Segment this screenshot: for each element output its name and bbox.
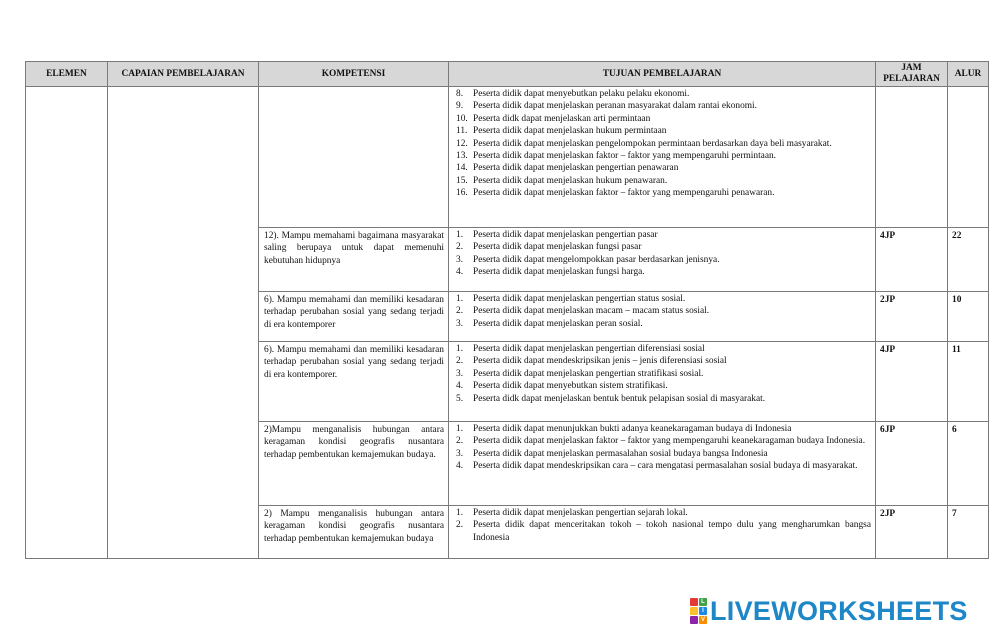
header-jam: JAM PELAJARAN (876, 62, 948, 87)
jam-pelajaran-cell: 6JP (876, 422, 948, 506)
liveworksheets-logo (690, 596, 968, 626)
list-item (453, 100, 871, 112)
kompetensi-cell (259, 87, 449, 228)
list-item-number: 2. (456, 306, 464, 317)
list-item-number: 10. (456, 113, 468, 124)
list-item-number: 3. (456, 318, 464, 329)
list-item-number: 2. (456, 356, 464, 367)
list-item (453, 150, 871, 162)
list-item-number: 2. (456, 242, 464, 253)
kompetensi-cell: 2) Mampu menganalisis hubungan antara keragaman kondisi geografis nusantara terhadap pembentukan kemajemukan budaya (259, 506, 449, 559)
list-item (453, 125, 871, 137)
list-item (453, 448, 871, 460)
header-capaian: CAPAIAN PEMBELAJARAN (108, 62, 259, 87)
tujuan-list (453, 229, 871, 279)
list-item-text: Peserta didik dapat menjelaskan pengertian diferensiasi sosial (473, 344, 705, 354)
list-item-text: Peserta didik dapat menjelaskan pengertian sejarah lokal. (473, 508, 688, 518)
alur-cell: 22 (948, 228, 989, 292)
list-item-text: Peserta didk dapat menjelaskan bentuk bentuk pelapisan sosial di masyarakat. (473, 393, 766, 404)
list-item (453, 229, 871, 241)
list-item (453, 254, 871, 266)
list-item-text: Peserta didk dapat menjelaskan arti permintaan (473, 113, 651, 124)
list-item-number: 2. (456, 520, 464, 531)
list-item-text: Peserta didik dapat menjelaskan pengertian penawaran (473, 163, 679, 174)
kompetensi-cell: 6). Mampu memahami dan memiliki kesadaran terhadap perubahan sosial yang sedang terjadi di era kontemporer (259, 292, 449, 342)
header-elemen: ELEMEN (26, 62, 108, 87)
kompetensi-cell: 2)Mampu menganalisis hubungan antara keragaman kondisi geografis nusantara terhadap pembentukan kemajemukan budaya. (259, 422, 449, 506)
list-item-text: Peserta didik dapat menjelaskan pengertian pasar (473, 230, 658, 240)
table-body (26, 87, 989, 559)
list-item (453, 460, 871, 472)
list-item (453, 175, 871, 187)
list-item-text: Peserta didik dapat menjelaskan macam – macam status sosial. (473, 306, 710, 317)
list-item (453, 355, 871, 367)
list-item (453, 368, 871, 380)
logo-square: L (699, 598, 707, 606)
capaian-cell (108, 87, 259, 559)
jam-pelajaran-cell (876, 87, 948, 228)
list-item-number: 1. (456, 344, 464, 354)
alur-cell (948, 87, 989, 228)
list-item (453, 435, 871, 447)
list-item-text: Peserta didik dapat menjelaskan faktor – faktor yang mempengaruhi keanekaragaman budaya Indonesia. (473, 436, 866, 447)
list-item-number: 4. (456, 461, 464, 472)
tujuan-cell (449, 342, 876, 422)
list-item (453, 380, 871, 392)
list-item (453, 293, 871, 305)
jam-pelajaran-cell: 4JP (876, 228, 948, 292)
list-item-text: Peserta didik dapat menyebutkan sistem stratifikasi. (473, 381, 668, 392)
list-item-number: 11. (456, 126, 468, 137)
list-item (453, 187, 871, 199)
list-item-number: 4. (456, 381, 464, 392)
kompetensi-cell: 6). Mampu memahami dan memiliki kesadaran terhadap perubahan sosial yang sedang terjadi di era kontemporer. (259, 342, 449, 422)
tujuan-cell (449, 506, 876, 559)
list-item-text: Peserta didik dapat menceritakan tokoh – tokoh nasional tempo dulu yang mengharumkan bangsa Indonesia (473, 520, 871, 543)
tujuan-list (453, 88, 871, 200)
list-item-text: Peserta didik dapat mendeskripsikan cara – cara mengatasi permasalahan sosial budaya di masyarakat. (473, 461, 858, 472)
list-item-number: 14. (456, 163, 468, 174)
tujuan-cell (449, 87, 876, 228)
elemen-cell (26, 87, 108, 559)
logo-square: I (699, 607, 707, 615)
tujuan-list (453, 293, 871, 330)
list-item-text: Peserta didik dapat menyebutkan pelaku pelaku ekonomi. (473, 89, 690, 99)
list-item-number: 15. (456, 175, 468, 186)
alur-cell: 7 (948, 506, 989, 559)
list-item (453, 507, 871, 519)
logo-mark-icon (690, 598, 707, 624)
list-item (453, 318, 871, 330)
alur-cell: 11 (948, 342, 989, 422)
list-item-text: Peserta didik dapat menjelaskan peran sosial. (473, 318, 643, 329)
logo-square (690, 607, 698, 615)
header-row (26, 62, 989, 87)
list-item (453, 241, 871, 253)
table-row (26, 87, 989, 228)
list-item-text: Peserta didik dapat menjelaskan pengertian status sosial. (473, 294, 686, 304)
list-item-text: Peserta didik dapat menjelaskan fungsi pasar (473, 242, 642, 253)
list-item (453, 162, 871, 174)
list-item-text: Peserta didik dapat menjelaskan faktor – faktor yang mempengaruhi penawaran. (473, 188, 775, 199)
tujuan-cell (449, 228, 876, 292)
list-item-number: 1. (456, 230, 464, 240)
list-item (453, 423, 871, 435)
list-item-number: 1. (456, 508, 464, 518)
alur-cell: 6 (948, 422, 989, 506)
header-alur: ALUR (948, 62, 989, 87)
header-kompetensi: KOMPETENSI (259, 62, 449, 87)
list-item-number: 2. (456, 436, 464, 447)
list-item (453, 138, 871, 150)
list-item (453, 343, 871, 355)
list-item-number: 3. (456, 368, 464, 379)
list-item-number: 9. (456, 101, 464, 112)
jam-pelajaran-cell: 2JP (876, 292, 948, 342)
list-item-number: 4. (456, 267, 464, 278)
alur-cell: 10 (948, 292, 989, 342)
list-item-text: Peserta didik dapat menjelaskan fungsi harga. (473, 267, 645, 278)
jam-pelajaran-cell: 2JP (876, 506, 948, 559)
list-item (453, 305, 871, 317)
kompetensi-cell: 12). Mampu memahami bagaimana masyarakat saling berupaya untuk dapat memenuhi kebutuhan hidupnya (259, 228, 449, 292)
list-item-number: 1. (456, 424, 464, 434)
list-item-text: Peserta didik dapat menjelaskan hukum penawaran. (473, 175, 668, 186)
logo-square (690, 598, 698, 606)
jam-pelajaran-cell: 4JP (876, 342, 948, 422)
logo-text: LIVEWORKSHEETS (710, 595, 968, 626)
tujuan-cell (449, 292, 876, 342)
tujuan-list (453, 423, 871, 473)
list-item-number: 3. (456, 254, 464, 265)
list-item-number: 13. (456, 151, 468, 162)
logo-square: V (700, 617, 705, 623)
tujuan-list (453, 507, 871, 544)
list-item (453, 519, 871, 544)
list-item-number: 16. (456, 188, 468, 199)
logo-square (690, 616, 698, 624)
list-item (453, 266, 871, 278)
header-tujuan: TUJUAN PEMBELAJARAN (449, 62, 876, 87)
list-item-text: Peserta didik dapat menjelaskan pengertian stratifikasi sosial. (473, 368, 704, 379)
list-item-number: 1. (456, 294, 464, 304)
learning-objectives-table (25, 61, 989, 559)
list-item-text: Peserta didik dapat menjelaskan pengelompokan permintaan berdasarkan daya beli masyarakat. (473, 138, 832, 149)
list-item-number: 3. (456, 448, 464, 459)
list-item-number: 12. (456, 138, 468, 149)
list-item-number: 8. (456, 89, 464, 99)
list-item-text: Peserta didik dapat mendeskripsikan jenis – jenis diferensiasi sosial (473, 356, 727, 367)
list-item-text: Peserta didik dapat mengelompokkan pasar berdasarkan jenisnya. (473, 254, 720, 265)
tujuan-cell (449, 422, 876, 506)
list-item-text: Peserta didik dapat menjelaskan faktor – faktor yang mempengaruhi permintaan. (473, 151, 777, 162)
list-item (453, 393, 871, 405)
tujuan-list (453, 343, 871, 405)
list-item (453, 113, 871, 125)
list-item (453, 88, 871, 100)
list-item-text: Peserta didik dapat menunjukkan bukti adanya keanekaragaman budaya di Indonesia (473, 424, 792, 434)
list-item-text: Peserta didik dapat menjelaskan peranan masyarakat dalam rantai ekonomi. (473, 101, 758, 112)
list-item-text: Peserta didik dapat menjelaskan hukum permintaan (473, 126, 667, 137)
list-item-number: 5. (456, 393, 464, 404)
list-item-text: Peserta didik dapat menjelaskan permasalahan sosial budaya bangsa Indonesia (473, 448, 768, 459)
